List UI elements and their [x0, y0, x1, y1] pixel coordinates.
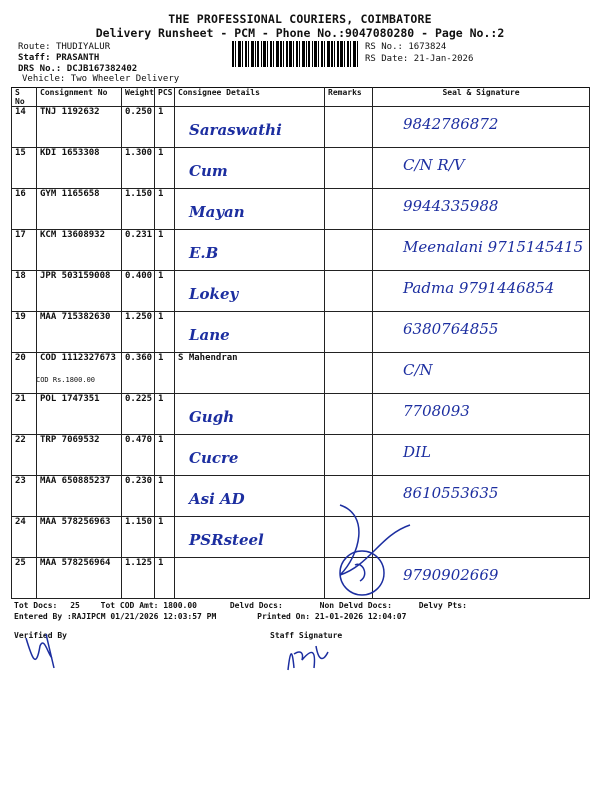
row-consignment-no: POL 1747351: [37, 394, 122, 435]
row-consignment-no: KDI 1653308: [37, 148, 122, 189]
row-pcs: 1: [155, 394, 175, 435]
drs-value: DCJB167382402: [66, 64, 138, 74]
col-consignment-no: Consignment No: [37, 88, 122, 107]
stamp-scribble: [300, 495, 430, 605]
vehicle-label: Vehicle:: [22, 74, 66, 84]
handwritten-signature: DIL: [403, 443, 431, 461]
row-pcs: 1: [155, 107, 175, 148]
row-consignment-no: JPR 503159008: [37, 271, 122, 312]
row-weight: 0.230: [122, 476, 155, 517]
row-consignment-no: MAA 715382630: [37, 312, 122, 353]
row-seal-signature: [373, 353, 590, 394]
row-remarks: [325, 271, 373, 312]
handwritten-signature: 9944335988: [403, 197, 499, 215]
rs-date-value: 21-Jan-2026: [413, 54, 474, 64]
row-consignee: [175, 230, 325, 271]
row-seal-signature: [373, 312, 590, 353]
row-weight: 1.150: [122, 189, 155, 230]
row-consignment-no: TNJ 1192632: [37, 107, 122, 148]
row-consignment-no: TRP 7069532: [37, 435, 122, 476]
tot-cod-label: Tot COD Amt:: [100, 601, 159, 610]
row-consignment-no: MAA 578256963: [37, 517, 122, 558]
row-weight: 1.250: [122, 312, 155, 353]
handwritten-signature: Meenalani 9715145415: [403, 238, 584, 256]
table-row: [12, 312, 590, 353]
handwritten-signature: 9790902669: [403, 566, 499, 584]
vehicle-line: [22, 73, 179, 85]
row-remarks: [325, 435, 373, 476]
row-consignment-no: COD 1112327673: [37, 353, 122, 394]
row-weight: 0.360: [122, 353, 155, 394]
row-weight: 0.400: [122, 271, 155, 312]
row-sno: 22: [12, 435, 37, 476]
row-consignee: [175, 312, 325, 353]
row-sno: 17: [12, 230, 37, 271]
drs-label: DRS No.:: [18, 64, 62, 74]
entered-by: Entered By :RAJIPCM 01/21/2026 12:03:57 PM: [14, 612, 217, 621]
verified-by: Verified By: [14, 631, 67, 640]
vehicle-value: Two Wheeler Delivery: [70, 74, 180, 84]
row-pcs: 1: [155, 230, 175, 271]
staff-signature-label: Staff Signature: [270, 631, 343, 640]
delvd-docs-label: Delvd Docs:: [229, 601, 283, 610]
table-row: [12, 394, 590, 435]
row-pcs: 1: [155, 558, 175, 599]
row-consignment-no: MAA 650885237: [37, 476, 122, 517]
printed-on: Printed On: 21-01-2026 12:04:07: [257, 612, 407, 621]
row-sno: 16: [12, 189, 37, 230]
row-sno: 23: [12, 476, 37, 517]
handwritten-name: Gugh: [189, 408, 235, 426]
row-consignment-no: MAA 578256964: [37, 558, 122, 599]
row-consignee: [175, 148, 325, 189]
row-pcs: 1: [155, 189, 175, 230]
handwritten-name: PSRsteel: [189, 531, 264, 549]
row-sno: 15: [12, 148, 37, 189]
tot-docs-label: Tot Docs:: [14, 601, 58, 610]
tot-cod-value: 1800.00: [163, 601, 197, 610]
staff-label: Staff:: [18, 53, 51, 63]
staff-signature: [282, 640, 332, 675]
row-consignee: S Mahendran: [175, 353, 325, 394]
non-delvd-docs-label: Non Delvd Docs:: [319, 601, 392, 610]
row-weight: 1.150: [122, 517, 155, 558]
handwritten-name: Lane: [189, 326, 230, 344]
table-row: [12, 148, 590, 189]
col-remarks: Remarks: [325, 88, 373, 107]
table-header-row: [12, 88, 590, 107]
barcode: [232, 41, 358, 67]
row-sno: 21: [12, 394, 37, 435]
handwritten-signature: C/N R/V: [403, 156, 465, 174]
handwritten-name: E.B: [189, 244, 219, 262]
page-title: THE PROFESSIONAL COURIERS, COIMBATORE: [168, 12, 432, 26]
row-pcs: 1: [155, 435, 175, 476]
row-seal-signature: [373, 394, 590, 435]
cod-note: COD Rs.1800.00: [36, 376, 96, 384]
row-consignee: [175, 394, 325, 435]
handwritten-signature: 9842786872: [403, 115, 499, 133]
staff-value: PRASANTH: [55, 53, 100, 63]
row-sno: 14: [12, 107, 37, 148]
rs-date-label: RS Date:: [365, 54, 409, 64]
row-remarks: [325, 107, 373, 148]
col-consignee-details: Consignee Details: [175, 88, 325, 107]
col-pcs: PCS: [155, 88, 175, 107]
row-weight: 0.470: [122, 435, 155, 476]
row-pcs: 1: [155, 353, 175, 394]
row-pcs: 1: [155, 312, 175, 353]
col-sno: S No: [12, 88, 37, 107]
row-sno: 20: [12, 353, 37, 394]
tot-docs-value: 25: [70, 601, 80, 610]
row-sno: 19: [12, 312, 37, 353]
handwritten-name: Lokey: [189, 285, 239, 303]
row-pcs: 1: [155, 271, 175, 312]
row-remarks: [325, 353, 373, 394]
row-seal-signature: [373, 189, 590, 230]
row-weight: 0.225: [122, 394, 155, 435]
row-remarks: [325, 148, 373, 189]
row-seal-signature: [373, 148, 590, 189]
handwritten-signature: 6380764855: [403, 320, 499, 338]
handwritten-name: Cum: [189, 162, 228, 180]
row-weight: 1.300: [122, 148, 155, 189]
table-row: [12, 353, 590, 394]
row-pcs: 1: [155, 148, 175, 189]
handwritten-name: Mayan: [189, 203, 245, 221]
handwritten-signature: Padma 9791446854: [403, 279, 555, 297]
row-consignee: [175, 189, 325, 230]
row-seal-signature: [373, 271, 590, 312]
row-consignee: [175, 435, 325, 476]
verified-signature: [18, 628, 78, 673]
handwritten-name: Saraswathi: [189, 121, 282, 139]
table-row: [12, 271, 590, 312]
route-label: Route:: [18, 42, 51, 52]
row-remarks: [325, 189, 373, 230]
handwritten-name: Cucre: [189, 449, 239, 467]
handwritten-signature: C/N: [403, 361, 433, 379]
row-sno: 18: [12, 271, 37, 312]
handwritten-signature: 7708093: [403, 402, 470, 420]
row-consignment-no: KCM 13608932: [37, 230, 122, 271]
col-weight: Weight: [122, 88, 155, 107]
row-weight: 0.231: [122, 230, 155, 271]
row-seal-signature: [373, 230, 590, 271]
rs-no-label: RS No.:: [365, 42, 403, 52]
row-consignee: [175, 271, 325, 312]
delvy-pts-label: Delvy Pts:: [418, 601, 467, 610]
table-row: [12, 107, 590, 148]
row-sno: 25: [12, 558, 37, 599]
table-row: [12, 189, 590, 230]
row-sno: 24: [12, 517, 37, 558]
row-remarks: [325, 312, 373, 353]
row-remarks: [325, 394, 373, 435]
table-row: [12, 435, 590, 476]
row-pcs: 1: [155, 476, 175, 517]
handwritten-name: Asi AD: [189, 490, 245, 508]
row-weight: 0.250: [122, 107, 155, 148]
row-consignment-no: GYM 1165658: [37, 189, 122, 230]
rs-info: [365, 41, 473, 65]
col-seal-signature: Seal & Signature: [373, 88, 590, 107]
table-row: [12, 230, 590, 271]
row-seal-signature: [373, 107, 590, 148]
row-consignee: [175, 107, 325, 148]
row-weight: 1.125: [122, 558, 155, 599]
handwritten-signature: 8610553635: [403, 484, 499, 502]
row-remarks: [325, 230, 373, 271]
row-pcs: 1: [155, 517, 175, 558]
route-value: THUDIYALUR: [55, 42, 111, 52]
entry-line: [14, 612, 406, 621]
rs-no-value: 1673824: [408, 42, 447, 52]
row-seal-signature: [373, 435, 590, 476]
page-subtitle: Delivery Runsheet - PCM - Phone No.:9047080280 - Page No.:2: [95, 26, 505, 40]
